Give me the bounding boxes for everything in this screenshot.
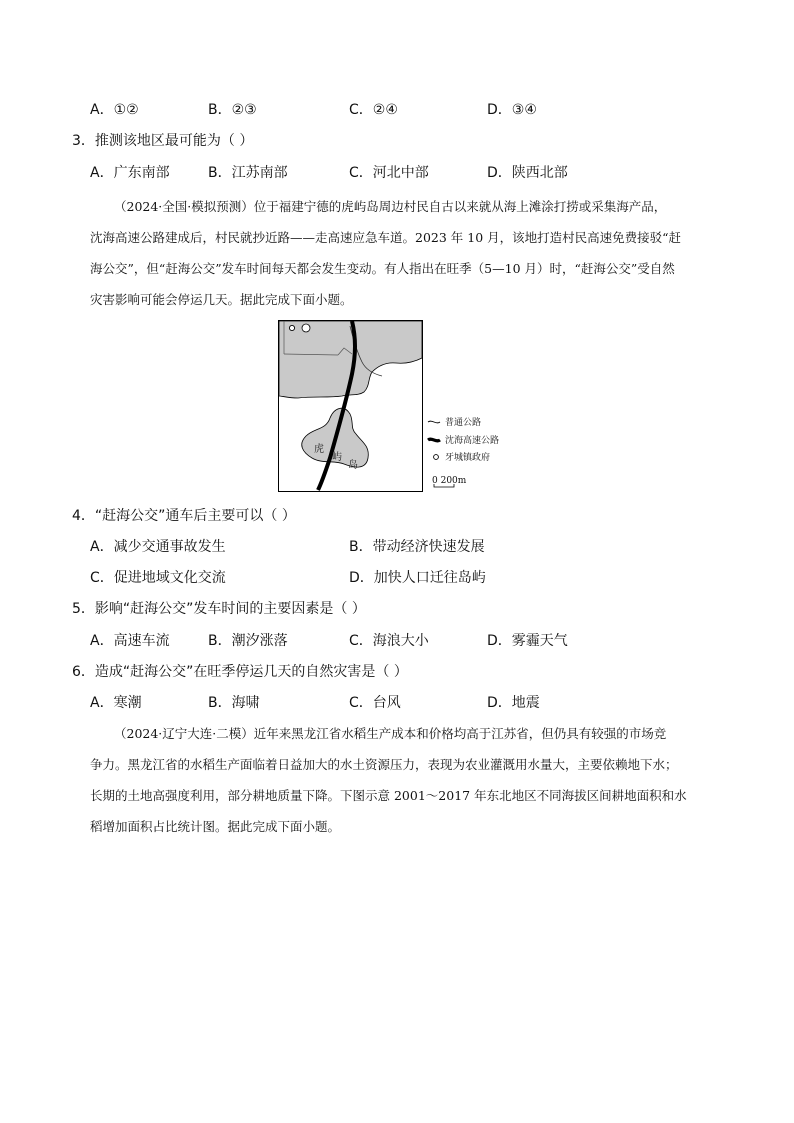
legend-highway-label: 沈海高速公路 [445,436,500,446]
passage-1-line: （2024·全国·模拟预测）位于福建宁德的虎屿岛周边村民自古以来就从海上滩涂打捞或采集海产品， [114,199,667,214]
q6-option-c[interactable]: C．台风 [349,695,401,711]
island-label-3: 岛 [348,460,358,471]
passage-1-line: 灾害影响可能会停运几天。据此完成下面小题。 [90,292,353,307]
passage-1-line: 沈海高速公路建成后，村民就抄近路——走高速应急车道。2023 年 10 月，该地打造村民高速免费接驳“赶 [90,230,682,245]
q2-option-c[interactable]: C．②④ [349,102,398,118]
q5-option-c[interactable]: C．海浪大小 [349,633,429,649]
passage-2-line: 争力。黑龙江省的水稻生产面临着日益加大的水土资源压力，表现为农业灌溉用水量大，主要依赖地下水； [90,757,678,772]
passage-2-line: （2024·辽宁大连·二模）近年来黑龙江省水稻生产成本和价格均高于江苏省，但仍具有较强的市场竞 [114,726,667,741]
q2-option-a[interactable]: A．①② [90,102,139,118]
scale-label: 0 200m [432,476,467,486]
q5-option-b[interactable]: B．潮汐涨落 [208,633,288,649]
q6-option-b[interactable]: B．海啸 [208,695,260,711]
legend-local-road-label: 普通公路 [445,418,482,428]
passage-2-line: 稻增加面积占比统计图。据此完成下面小题。 [90,819,341,834]
island-label-2: 屿 [332,452,342,463]
passage-1-line: 海公交”，但“赶海公交”发车时间每天都会发生变动。有人指出在旺季（5—10 月）时，“赶海公交”受自然 [90,261,675,276]
q6-option-a[interactable]: A．寒潮 [90,695,142,711]
q5-stem: 5．影响“赶海公交”发车时间的主要因素是（ ） [72,601,366,617]
q4-option-a[interactable]: A．减少交通事故发生 [90,539,226,555]
passage-1 [90,191,730,315]
legend-government-symbol [434,455,439,460]
legend-highway-symbol [428,439,440,441]
q3-stem: 3．推测该地区最可能为（ ） [72,133,254,149]
q2-option-d[interactable]: D．③④ [487,102,537,118]
q5-option-d[interactable]: D．雾霾天气 [487,633,568,649]
island-map [278,318,500,493]
q5-option-a[interactable]: A．高速车流 [90,633,170,649]
q3-option-d[interactable]: D．陕西北部 [487,165,568,181]
roundabout [302,324,310,332]
q6-stem: 6．造成“赶海公交”在旺季停运几天的自然灾害是（ ） [72,664,408,680]
town-government-marker [289,325,294,330]
map-legend [428,416,499,487]
q3-option-b[interactable]: B．江苏南部 [208,165,288,181]
q4-option-b[interactable]: B．带动经济快速发展 [349,539,485,555]
q3-option-c[interactable]: C．河北中部 [349,165,429,181]
q3-option-a[interactable]: A．广东南部 [90,165,170,181]
q4-stem: 4．“赶海公交”通车后主要可以（ ） [72,508,296,524]
q4-option-c[interactable]: C．促进地域文化交流 [90,570,226,586]
legend-local-road-symbol [428,421,440,423]
passage-2-line: 长期的土地高强度利用，部分耕地质量下降。下图示意 2001～2017 年东北地区不同海拔区间耕地面积和水 [90,788,687,803]
q2-option-b[interactable]: B．②③ [208,102,257,118]
legend-government-label: 牙城镇政府 [445,453,491,463]
island-label-1: 虎 [314,444,324,455]
passage-2 [90,718,730,842]
q6-option-d[interactable]: D．地震 [487,695,540,711]
q4-option-d[interactable]: D．加快人口迁往岛屿 [349,570,486,586]
